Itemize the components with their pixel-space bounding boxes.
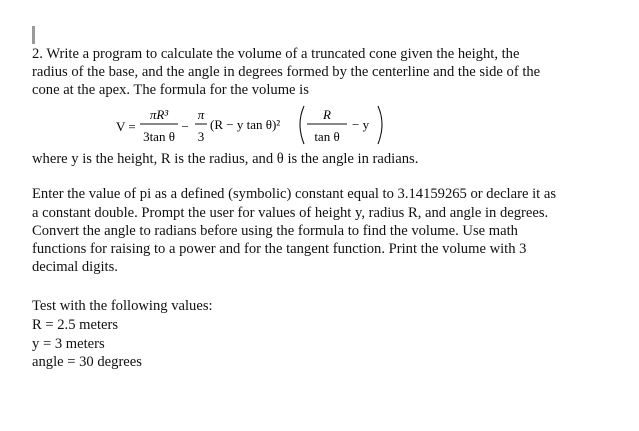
problem-line: radius of the base, and the angle in degrees formed by the centerline and the side of the <box>32 64 541 80</box>
instruction-line: Convert the angle to radians before using the formula to find the volume. Use math <box>32 223 518 239</box>
test-value: R = 2.5 meters <box>32 317 119 333</box>
test-heading: Test with the following values: <box>32 298 213 314</box>
test-value: y = 3 meters <box>32 336 105 352</box>
formula-term1-numerator: πR³ <box>149 107 169 122</box>
instruction-line: decimal digits. <box>32 259 118 275</box>
formula-term2-denominator: 3 <box>197 129 205 144</box>
test-value: angle = 30 degrees <box>32 354 142 370</box>
formula-term2-numerator: π <box>197 107 205 122</box>
volume-formula <box>116 102 416 152</box>
formula-left-paren <box>300 106 304 144</box>
instruction-line: functions for raising to a power and for the tangent function. Print the volume with 3 <box>32 241 527 257</box>
problem-line: 2. Write a program to calculate the volume of a truncated cone given the height, the <box>32 46 520 62</box>
text-cursor-mark <box>32 26 35 44</box>
formula-parenthesized-term: (R − y tan θ)² <box>210 117 281 132</box>
formula-term3-denominator: tan θ <box>314 129 340 144</box>
formula-right-paren <box>378 106 382 144</box>
formula-term1-denominator: 3tan θ <box>143 129 175 144</box>
formula-term3-numerator: R <box>323 107 331 122</box>
formula-tail: − y <box>352 117 370 132</box>
instruction-line: a constant double. Prompt the user for values of height y, radius R, and angle in degrees. <box>32 205 549 221</box>
formula-minus: − <box>181 119 189 134</box>
instruction-line: Enter the value of pi as a defined (symbolic) constant equal to 3.14159265 or declare it as <box>32 186 556 202</box>
formula-lhs: V = <box>116 119 136 134</box>
problem-line: cone at the apex. The formula for the volume is <box>32 82 309 98</box>
where-line: where y is the height, R is the radius, and θ is the angle in radians. <box>32 151 419 167</box>
